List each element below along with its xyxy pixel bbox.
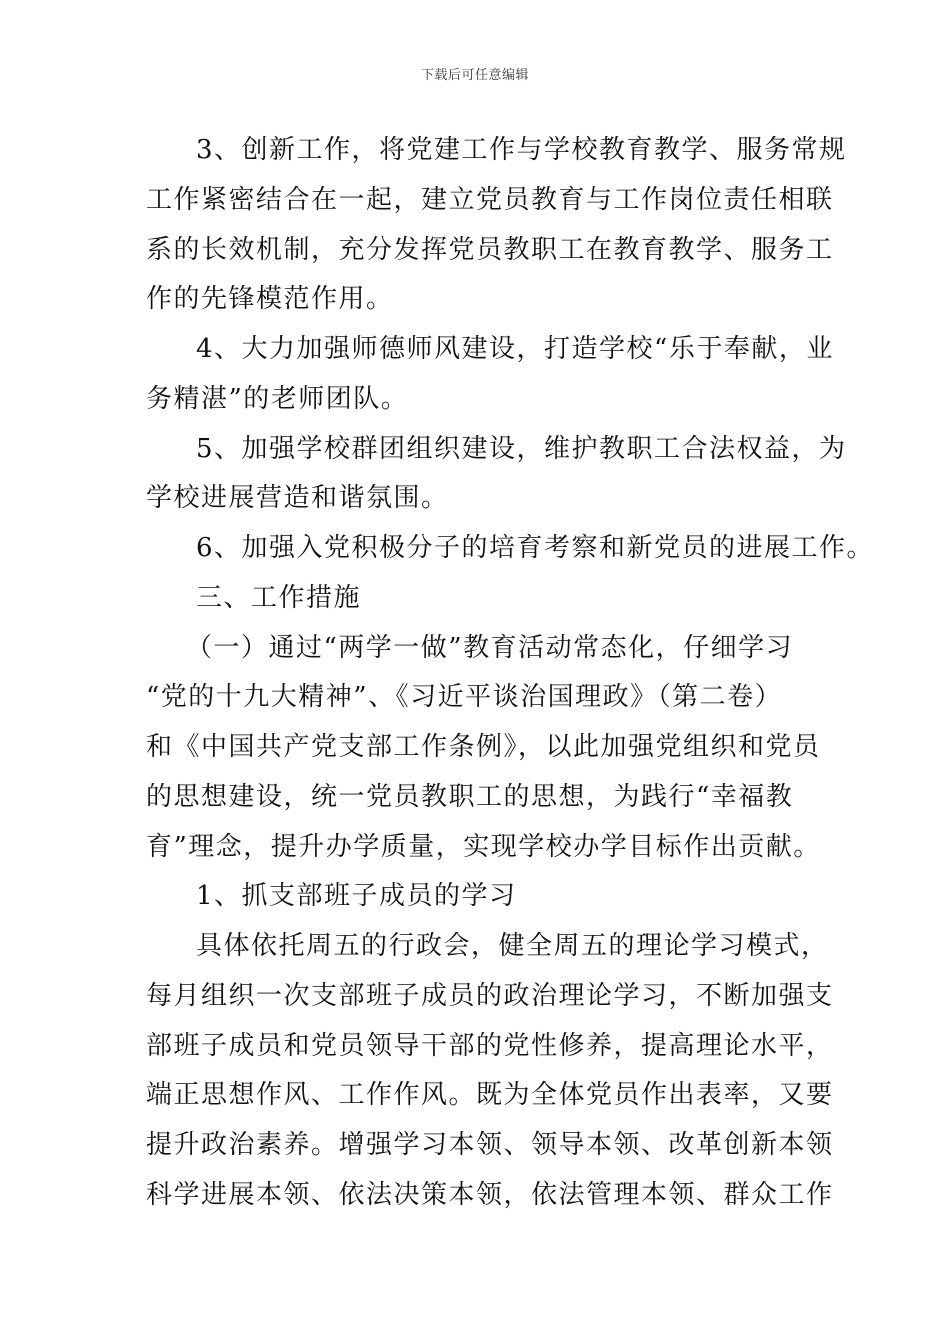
text-line: 3、创新工作，将党建工作与学校教育教学、服务常规	[196, 135, 847, 165]
text-line: 科学进展本领、依法决策本领，依法管理本领、群众工作	[146, 1180, 834, 1210]
text-line: 部班子成员和党员领导干部的党性修养，提高理论水平，	[146, 1031, 834, 1061]
text-line: “党的十九大精神”、《习近平谈治国理政》（第二卷）	[146, 682, 783, 712]
text-line: 务精湛”的老师团队。	[146, 384, 409, 414]
text-line: （一）通过“两学一做”教育活动常态化，仔细学习	[186, 633, 794, 663]
text-line: 每月组织一次支部班子成员的政治理论学习，不断加强支	[146, 981, 834, 1011]
section-heading: 三、工作措施	[196, 583, 362, 613]
text-line: 工作紧密结合在一起，建立党员教育与工作岗位责任相联	[146, 185, 834, 215]
text-line: 育”理念，提升办学质量，实现学校办学目标作出贡献。	[146, 832, 821, 862]
text-line: 4、大力加强师德师风建设，打造学校“乐于奉献，业	[196, 334, 834, 364]
text-line: 端正思想作风、工作作风。既为全体党员作出表率，又要	[146, 1080, 834, 1110]
text-line: 作的先锋模范作用。	[146, 284, 394, 314]
text-line: 系的长效机制，充分发挥党员教职工在教育教学、服务工	[146, 235, 834, 265]
text-line: 学校进展营造和谐氛围。	[146, 483, 449, 513]
subsection-heading: 1、抓支部班子成员的学习	[196, 881, 517, 911]
header-note: 下载后可任意编辑	[420, 68, 529, 83]
text-line: 5、加强学校群团组织建设，维护教职工合法权益，为	[196, 434, 847, 464]
text-line: 和《中国共产党支部工作条例》，以此加强党组织和党员	[146, 732, 821, 762]
text-line: 6、加强入党积极分子的培育考察和新党员的进展工作。	[196, 533, 875, 563]
text-line: 具体依托周五的行政会，健全周五的理论学习模式，	[196, 931, 829, 961]
text-line: 提升政治素养。增强学习本领、领导本领、改革创新本领	[146, 1130, 834, 1160]
text-line: 的思想建设，统一党员教职工的思想，为践行“幸福教	[146, 782, 794, 812]
